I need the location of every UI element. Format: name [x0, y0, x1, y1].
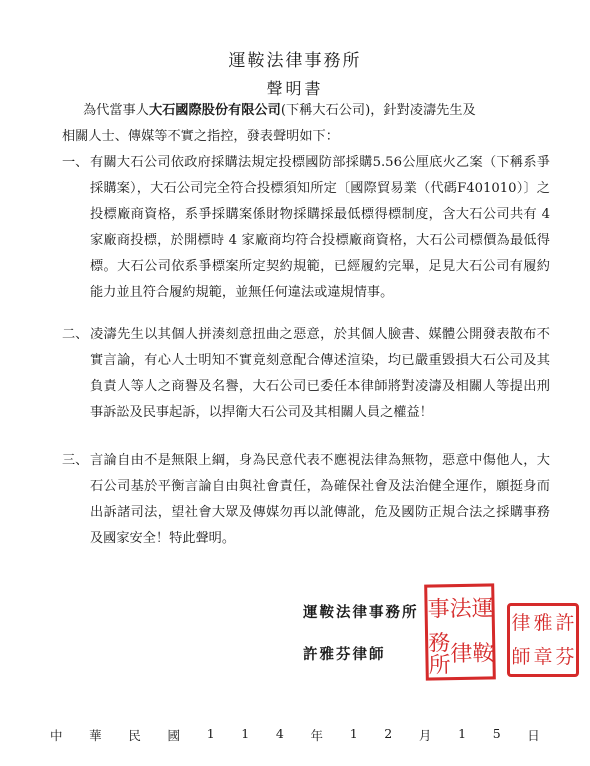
firm-title: 運鞍法律事務所: [228, 51, 362, 71]
section-number: 三、: [62, 453, 89, 468]
seal-char: 雅: [533, 611, 553, 634]
seal-char: 許: [555, 611, 575, 634]
date-char: 中: [50, 728, 63, 743]
section-text: 言論自由不是無限上綱，身為民意代表不應視法律為無物，惡意中傷他人，大石公司基於平衡言論自由與社會責任，為確保社會及法治健全運作，願挺身而出訴諸司法，望社會大眾及傳媒勿再以訛傳訛，危及國防正規合法之採購事務及國家安全！特此聲明。: [90, 453, 550, 546]
date-char: 1: [206, 726, 215, 741]
seal-char: 師: [511, 645, 531, 668]
date-char: 2: [384, 726, 393, 741]
seal-char: 事: [427, 596, 450, 623]
date-line: [50, 726, 540, 744]
firm-seal-stamp: [424, 583, 496, 680]
date-char: 4: [275, 726, 284, 741]
signature-firm: 運鞍法律事務所: [303, 604, 419, 621]
seal-char: 章: [533, 645, 553, 668]
date-char: 5: [492, 726, 501, 741]
section-1: [62, 150, 550, 306]
date-char: 日: [527, 728, 540, 743]
intro-paragraph: [62, 98, 551, 150]
date-char: 國: [167, 728, 181, 743]
section-text: 凌濤先生以其個人拼湊刻意扭曲之惡意，於其個人臉書、媒體公開發表散布不實言論，有心人士明知不實竟刻意配合傳述渲染，均已嚴重毀損大石公司及其負責人等人之商譽及名譽，大石公司已委任本律師將對凌濤及相關人等提出刑事訴訟及民事起訴，以捍衛大石公司及其相關人員之權益！: [90, 327, 550, 420]
intro-suffix: (下稱大石公司)，針對凌濤先生及: [280, 103, 476, 118]
section-text: 有關大石公司依政府採購法規定投標國防部採購5.56公厘底火乙案（下稱系爭採購案），大石公司完全符合投標須知所定〔國際貿易業（代碼F401010）〕之投標廠商資格，系爭採購案係財物採購採最低標得標制度，含大石公司共有 4 家廠商投標，於開標時 4 家廠商均符合投標廠商資格，大石公司標價為最低得標。大石公司依系爭標案所定契約規範，已經履約完畢，足見大石公司有履約能力並且符合履約規範，並無任何違法或違規情事。: [90, 155, 550, 300]
seal-char: 芬: [555, 645, 575, 668]
date-char: 月: [418, 728, 432, 743]
date-char: 民: [128, 728, 141, 743]
date-char: 華: [89, 728, 102, 743]
section-3: [62, 448, 550, 552]
seal-char: 法: [449, 596, 472, 622]
date-char: 1: [458, 726, 467, 741]
lawyer-seal-stamp: [507, 603, 579, 677]
seal-char: 鞍: [472, 640, 495, 667]
section-2: [62, 322, 550, 426]
signature-lawyer: 許雅芬律師: [303, 646, 386, 663]
intro-prefix: 為代當事人: [83, 103, 149, 118]
intro-line-2: 相關人士、傳媒等不實之指控，發表聲明如下：: [62, 129, 339, 144]
date-char: 1: [241, 726, 250, 741]
seal-char: 律: [450, 641, 473, 667]
seal-char: 律: [511, 611, 531, 634]
section-number: 一、: [62, 155, 89, 170]
section-number: 二、: [62, 327, 89, 342]
seal-char: 務所: [427, 630, 451, 679]
date-char: 1: [349, 726, 358, 741]
date-char: 年: [310, 728, 324, 743]
client-name: 大石國際股份有限公司: [148, 103, 281, 118]
seal-char: 運: [471, 595, 494, 622]
document-title: 聲明書: [266, 79, 324, 98]
